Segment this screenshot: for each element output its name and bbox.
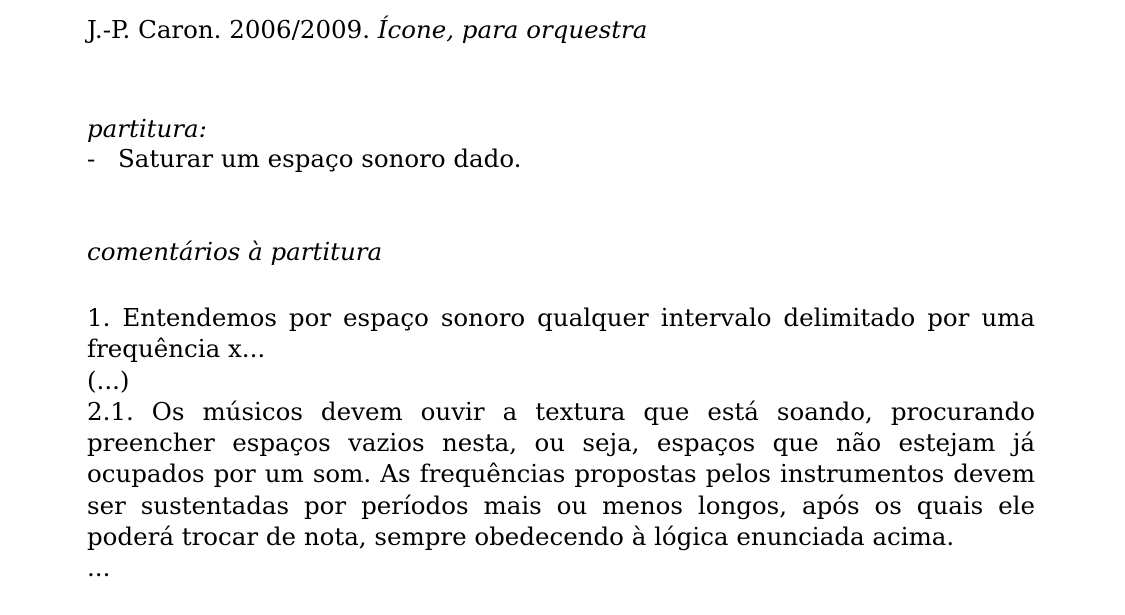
paragraph-1: 1. Entendemos por espaço sonoro qualquer intervalo delimitado por uma frequência x...: [87, 303, 1035, 364]
document-title: [87, 14, 647, 46]
omission-marker: (...): [87, 365, 130, 395]
comments-body: [87, 302, 1035, 584]
closing-ellipsis: ...: [87, 553, 111, 583]
paragraph-2-1: 2.1. Os músicos devem ouvir a textura que está soando, procurando preencher espaços vazios nesta, ou seja, espaços que não estejam já ocupados por um som. As frequências propostas pelos instrumentos devem ser sustentadas por períodos mais ou menos longos, após os quais ele poderá trocar de nota, sempre obedecendo à lógica enunciada acima.: [87, 396, 1035, 552]
list-bullet: -: [87, 144, 96, 173]
score-heading: partitura:: [87, 114, 207, 143]
score-instruction: Saturar um espaço sonoro dado.: [118, 144, 522, 173]
title-author-date: J.-P. Caron. 2006/2009.: [87, 15, 378, 44]
comments-heading: comentários à partitura: [87, 237, 383, 266]
score-list-item: [87, 144, 521, 174]
title-work-name: Ícone, para orquestra: [377, 15, 648, 44]
